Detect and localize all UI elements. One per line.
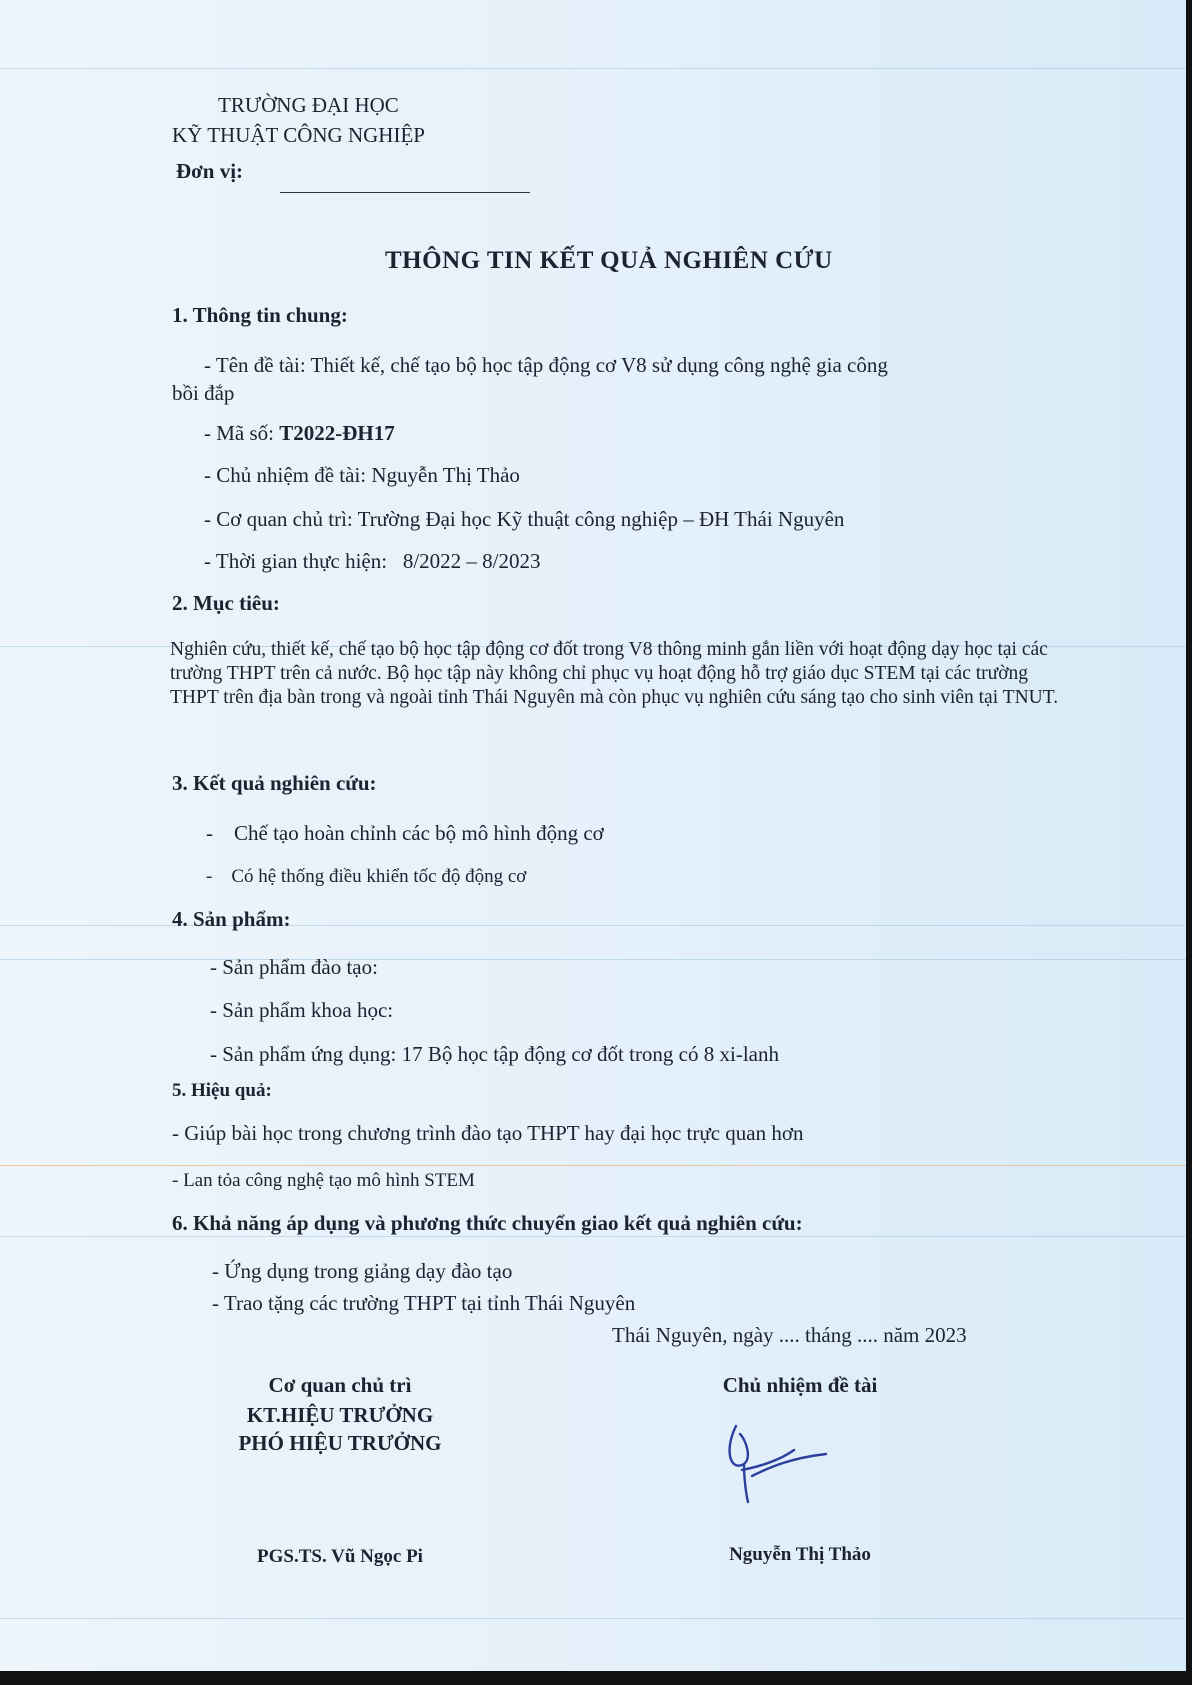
code-line <box>204 420 395 446</box>
topic-label: - Tên đề tài: <box>204 353 306 377</box>
scan-edge-right <box>1186 0 1192 1685</box>
unit-label: Đơn vị: <box>176 159 244 183</box>
right-sign-line-1: Chủ nhiệm đề tài <box>722 1373 878 1397</box>
section1-heading: 1. Thông tin chung: <box>172 303 348 327</box>
apply-item: - Ứng dụng trong giảng dạy đào tạo <box>212 1259 513 1283</box>
period-label: - Thời gian thực hiện: <box>204 549 388 573</box>
page-title: THÔNG TIN KẾT QUẢ NGHIÊN CỨU <box>385 247 833 274</box>
result-item-text: Có hệ thống điều khiển tốc độ động cơ <box>231 866 527 887</box>
objective-text: Nghiên cứu, thiết kế, chế tạo bộ học tập động cơ đốt trong V8 thông minh gắn liền với hoạt động dạy học tại các trường THPT trên cả nước. Bộ học tập này không chỉ phục vụ hoạt động hỗ trợ giáo dục STEM tại các trường THPT trên địa bàn trong và ngoài tỉnh Thái Nguyên mà còn phục vụ nghiên cứu sáng tạo cho sinh viên tại TNUT. <box>170 639 1059 708</box>
scan-edge-bottom <box>0 1671 1192 1685</box>
left-sign-line-1: Cơ quan chủ trì <box>268 1373 412 1397</box>
code-label: - Mã số: <box>204 421 274 445</box>
date-line: Thái Nguyên, ngày .... tháng .... năm 2023 <box>612 1323 967 1347</box>
period-value: 8/2022 – 8/2023 <box>402 549 541 573</box>
left-sign-line-3: PHÓ HIỆU TRƯỞNG <box>238 1431 442 1455</box>
result-item: - Chế tạo hoàn chỉnh các bộ mô hình động cơ <box>206 821 604 845</box>
unit-blank-line <box>280 192 530 193</box>
section5-heading: 5. Hiệu quả: <box>172 1080 272 1101</box>
left-signer-name: PGS.TS. Vũ Ngọc Pi <box>257 1546 423 1567</box>
result-item-text: Chế tạo hoàn chỉnh các bộ mô hình động cơ <box>234 821 604 845</box>
leader-value: Nguyễn Thị Thảo <box>371 463 520 487</box>
apply-item: - Trao tặng các trường THPT tại tỉnh Thái Nguyên <box>212 1291 636 1315</box>
product-item: - Sản phẩm khoa học: <box>210 998 394 1022</box>
code-value: T2022-ĐH17 <box>279 421 395 445</box>
right-signer-name: Nguyễn Thị Thảo <box>729 1544 871 1565</box>
handwritten-signature <box>722 1420 842 1510</box>
scan-line <box>0 959 1192 960</box>
leader-label: - Chủ nhiệm đề tài: <box>204 463 367 487</box>
section2-heading: 2. Mục tiêu: <box>172 591 280 615</box>
section4-heading: 4. Sản phẩm: <box>172 907 291 931</box>
scan-line <box>0 68 1192 69</box>
product-item: - Sản phẩm đào tạo: <box>210 955 378 979</box>
effect-item: - Giúp bài học trong chương trình đào tạo THPT hay đại học trực quan hơn <box>172 1121 804 1145</box>
scan-line <box>0 1236 1192 1237</box>
school-line-2: KỸ THUẬT CÔNG NGHIỆP <box>172 123 425 147</box>
school-line-1: TRƯỜNG ĐẠI HỌC <box>218 93 399 117</box>
scan-line <box>0 1165 1192 1166</box>
host-label: - Cơ quan chủ trì: <box>204 507 353 531</box>
scan-line <box>0 1618 1192 1619</box>
period-line <box>204 548 541 574</box>
product-item: - Sản phẩm ứng dụng: 17 Bộ học tập động cơ đốt trong có 8 xi-lanh <box>210 1042 779 1066</box>
section6-heading: 6. Khả năng áp dụng và phương thức chuyển giao kết quả nghiên cứu: <box>172 1211 803 1235</box>
topic-value: Thiết kế, chế tạo bộ học tập động cơ V8 sử dụng công nghệ gia công <box>310 353 888 377</box>
leader-line <box>204 462 520 488</box>
topic-line <box>204 352 888 378</box>
left-sign-line-2: KT.HIỆU TRƯỞNG <box>246 1403 434 1427</box>
topic-value-cont: bồi đắp <box>172 381 235 405</box>
effect-item: - Lan tỏa công nghệ tạo mô hình STEM <box>172 1170 475 1191</box>
section3-heading: 3. Kết quả nghiên cứu: <box>172 771 377 795</box>
host-line <box>204 506 844 532</box>
host-value: Trường Đại học Kỹ thuật công nghiệp – ĐH Thái Nguyên <box>357 507 845 531</box>
result-item: - Có hệ thống điều khiển tốc độ động cơ <box>206 866 527 887</box>
